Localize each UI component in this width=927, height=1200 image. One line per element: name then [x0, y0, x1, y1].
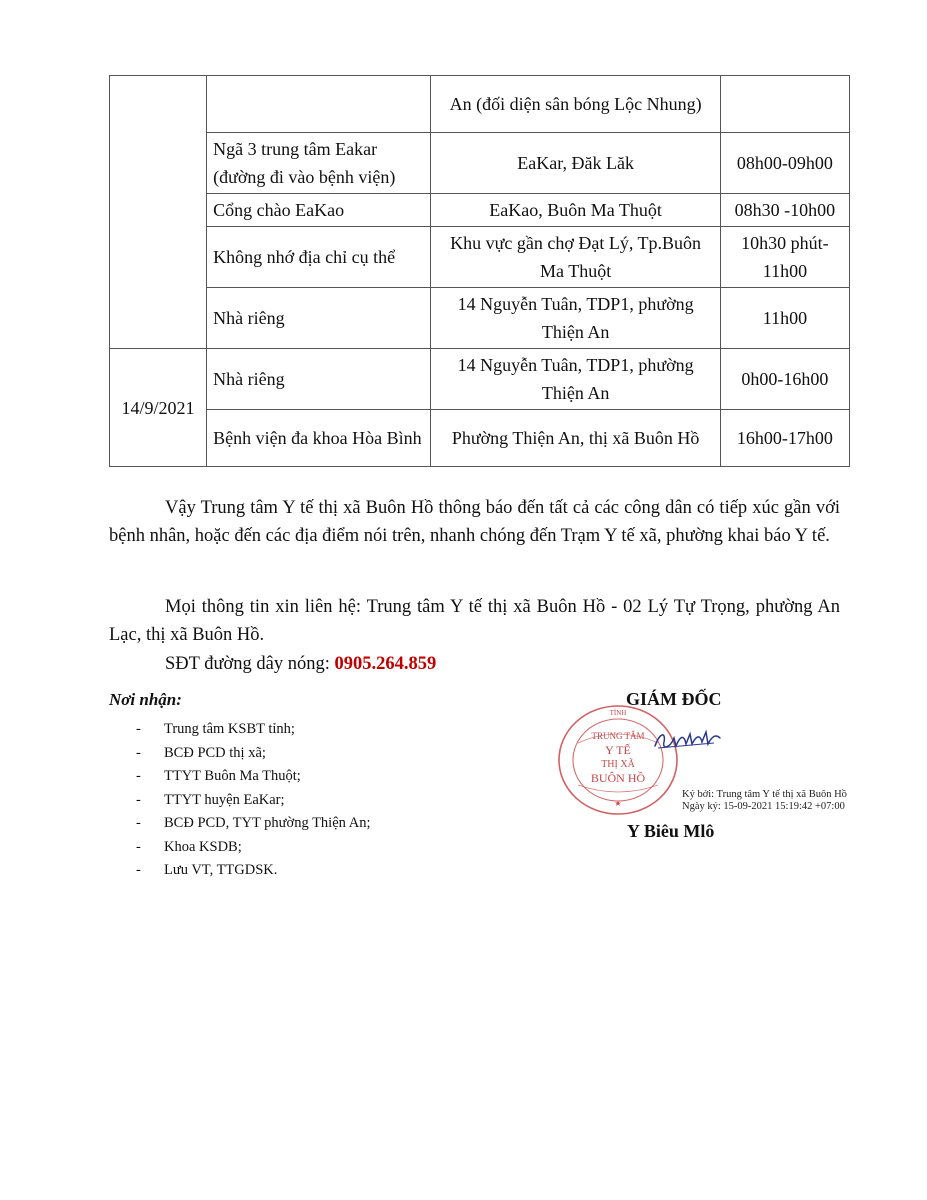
- stamp-line-3: THỊ XÃ: [601, 759, 635, 770]
- table-row: [110, 410, 850, 467]
- list-item: [109, 789, 370, 813]
- table-row: [110, 133, 850, 194]
- date-cell: 14/9/2021: [110, 349, 207, 467]
- schedule-table: [109, 75, 850, 467]
- table-row: [110, 76, 850, 133]
- digital-signature-info: [682, 789, 847, 813]
- place-cell: Nhà riêng: [207, 288, 431, 349]
- stamp-top-text: TỈNH: [609, 709, 627, 717]
- recipient-label: BCĐ PCD, TYT phường Thiện An;: [164, 815, 371, 831]
- stamp-line-4: BUÔN HỒ: [590, 771, 646, 785]
- dash-marker: -: [136, 744, 141, 761]
- address-cell: 14 Nguyễn Tuân, TDP1, phường Thiện An: [431, 288, 720, 349]
- time-cell: 0h00-16h00: [720, 349, 849, 410]
- recipient-label: TTYT huyện EaKar;: [164, 791, 285, 808]
- recipient-label: Khoa KSDB;: [164, 838, 242, 855]
- recipients-title: Nơi nhận:: [109, 690, 182, 709]
- official-stamp: [556, 703, 680, 817]
- handwritten-signature: [652, 728, 722, 754]
- list-item: [109, 765, 370, 789]
- address-cell: Phường Thiện An, thị xã Buôn Hồ: [431, 410, 720, 467]
- recipient-label: Lưu VT, TTGDSK.: [164, 862, 278, 878]
- recipient-label: TTYT Buôn Ma Thuột;: [164, 768, 301, 784]
- signature-icon: [652, 728, 722, 754]
- contact-paragraph: Mọi thông tin xin liên hệ: Trung tâm Y tế thị xã Buôn Hồ - 02 Lý Tự Trọng, phường An Lạc, thị xã Buôn Hồ.: [109, 597, 840, 645]
- signed-date: Ngày ký: 15-09-2021 15:19:42 +07:00: [682, 801, 845, 812]
- recipient-label: Trung tâm KSBT tỉnh;: [164, 721, 295, 737]
- time-cell: 16h00-17h00: [720, 410, 849, 467]
- place-cell: Bệnh viện đa khoa Hòa Bình: [207, 410, 431, 467]
- time-cell: 08h00-09h00: [720, 133, 849, 194]
- place-cell: [207, 76, 431, 133]
- place-cell: Không nhớ địa chỉ cụ thể: [207, 227, 431, 288]
- stamp-line-2: Y TẾ: [605, 743, 631, 757]
- address-cell: An (đối diện sân bóng Lộc Nhung): [431, 76, 720, 133]
- place-cell: Ngã 3 trung tâm Eakar (đường đi vào bệnh viện): [207, 133, 431, 194]
- position-title: GIÁM ĐỐC: [626, 689, 722, 709]
- dash-marker: -: [136, 838, 141, 855]
- place-cell: Cổng chào EaKao: [207, 194, 431, 227]
- notice-paragraph: Vậy Trung tâm Y tế thị xã Buôn Hồ thông báo đến tất cả các công dân có tiếp xúc gần với bệnh nhân, hoặc đến các địa điểm nói trên, nhanh chóng đến Trạm Y tế xã, phường khai báo Y tế.: [109, 498, 840, 546]
- time-cell: 10h30 phút-11h00: [720, 227, 849, 288]
- recipient-label: BCĐ PCD thị xã;: [164, 744, 266, 761]
- dash-marker: -: [136, 791, 141, 808]
- list-item: [109, 742, 370, 766]
- dash-marker: -: [136, 815, 141, 831]
- address-cell: Khu vực gần chợ Đạt Lý, Tp.Buôn Ma Thuột: [431, 227, 720, 288]
- stamp-line-1: TRUNG TÂM: [591, 731, 645, 741]
- list-item: [109, 718, 370, 742]
- table-row: [110, 288, 850, 349]
- hotline-line: [109, 650, 840, 678]
- place-cell: Nhà riêng: [207, 349, 431, 410]
- time-cell: [720, 76, 849, 133]
- address-cell: EaKao, Buôn Ma Thuột: [431, 194, 720, 227]
- dash-marker: -: [136, 768, 141, 784]
- signed-by: Ký bởi: Trung tâm Y tế thị xã Buôn Hồ: [682, 789, 847, 800]
- hotline-label: SĐT đường dây nóng:: [165, 654, 330, 674]
- dash-marker: -: [136, 862, 141, 878]
- dash-marker: -: [136, 721, 141, 737]
- list-item: [109, 812, 370, 836]
- hotline-number: 0905.264.859: [334, 654, 437, 674]
- table-row: [110, 227, 850, 288]
- table-row: [110, 194, 850, 227]
- table-row: [110, 349, 850, 410]
- address-cell: 14 Nguyễn Tuân, TDP1, phường Thiện An: [431, 349, 720, 410]
- recipients-list: [109, 718, 370, 883]
- star-icon: ★: [614, 799, 622, 808]
- time-cell: 11h00: [720, 288, 849, 349]
- stamp-icon: [556, 703, 680, 817]
- list-item: [109, 859, 370, 883]
- date-cell: [110, 76, 207, 349]
- signer-name: Y Biêu Mlô: [627, 821, 715, 841]
- address-cell: EaKar, Đăk Lăk: [431, 133, 720, 194]
- time-cell: 08h30 -10h00: [720, 194, 849, 227]
- list-item: [109, 836, 370, 860]
